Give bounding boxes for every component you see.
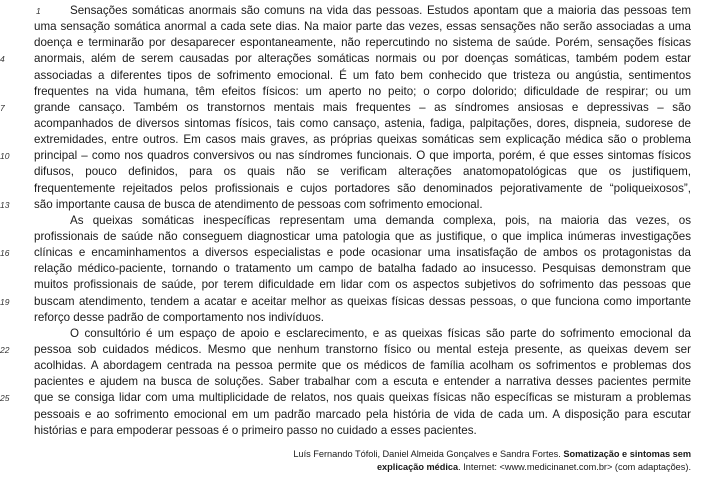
citation-source: . Internet: <www.medicinanet.com.br> (com adaptações). [458, 462, 691, 472]
text-line [0, 197, 691, 213]
document-text [0, 3, 701, 439]
line-text: As queixas somáticas inespecíficas representam uma demanda complexa, pois, na maioria das vezes, os [70, 213, 691, 227]
line-number: 19 [0, 296, 10, 307]
text-line [0, 35, 691, 51]
line-number: 4 [0, 54, 5, 65]
text-line [0, 164, 691, 180]
line-text: frequentes na vida humana, têm efeitos físicos: um aperto no peito; o corpo dolorido; dificuldade de respirar; ou um [34, 84, 691, 98]
text-line [0, 294, 691, 310]
citation-title: Somatização e sintomas sem [563, 449, 691, 459]
line-number: 7 [0, 102, 5, 113]
line-text: que se consiga lidar com uma multiplicidade de relatos, nos quais queixas físicas não específicas se misturam a problemas [34, 391, 691, 405]
citation [251, 448, 691, 474]
line-text: reforço desse padrão de comportamento nos indivíduos. [34, 310, 325, 324]
text-line [0, 407, 691, 423]
line-text: uma sensação somática anormal a cada sete dias. Na maior parte das vezes, essas sensações não serão associadas a uma [34, 20, 691, 34]
line-number: 10 [0, 151, 10, 162]
text-line [0, 19, 691, 35]
line-text: acompanhados de diversos sintomas físicos, tais como cansaço, astenia, fadiga, palpitações, dores, dispneia, sudorese de [34, 116, 691, 130]
text-line [0, 148, 691, 164]
line-text: muitos profissionais de saúde, por terem dificuldade em lidar com os aspectos subjetivos do sofrimento das pessoas que [34, 278, 691, 292]
text-line [0, 51, 691, 67]
line-text: pessoa sob cuidados médicos. Mesmo que nenhum transtorno físico ou mental esteja presente, as queixas devem ser [34, 342, 691, 356]
text-line [0, 342, 691, 358]
line-text: histórias e para empoderar pessoas é o primeiro passo no cuidado a esses pacientes. [34, 423, 477, 437]
line-text: pacientes e ajudem na busca de soluções. Saber trabalhar com a escuta e entender a narrativa desses pacientes permite [34, 375, 691, 389]
line-text: profissionais de saúde não conseguem diagnosticar uma patologia que as justifique, o que implica inúmeras investigações [34, 229, 691, 243]
line-number: 13 [0, 199, 10, 210]
text-line [0, 84, 691, 100]
text-line [0, 277, 691, 293]
line-text: buscam atendimento, tendem a acatar e aceitar melhor as queixas físicas dessas pessoas, o que funciona como importante [34, 294, 691, 308]
line-number: 22 [0, 344, 10, 355]
line-text: relação médico-paciente, tornando o tratamento um campo de batalha fadado ao insucesso. Pesquisas demonstram que [34, 262, 691, 276]
text-line [0, 310, 691, 326]
text-line [0, 390, 691, 406]
text-line [0, 358, 691, 374]
text-line [0, 326, 691, 342]
line-text: extremidades, entre outros. Em casos mais graves, as próprias queixas somáticas sem explicação médica são o problema [34, 133, 691, 147]
line-text: associadas a diferentes tipos de sofrimento emocional. É um fato bem conhecido que tristeza ou angústia, sentimentos [34, 68, 691, 82]
text-line [0, 261, 691, 277]
line-text: pessoais e ao sofrimento emocional em um padrão marcado pela história de vida de cada um. A disposição para escutar [34, 407, 691, 421]
line-text: acolhidas. A abordagem centrada na pessoa permite que os médicos de família acolham os sofrimentos e problemas dos [34, 359, 691, 373]
text-line [0, 100, 691, 116]
line-text: Sensações somáticas anormais são comuns na vida das pessoas. Estudos apontam que a maioria das pessoas tem [70, 4, 691, 17]
text-line [0, 116, 691, 132]
citation-title-cont: explicação médica [376, 462, 459, 472]
line-text: doença e terminarão por desaparecer espontaneamente, não repercutindo no sistema de saúde. Porém, sensações físicas [34, 36, 691, 50]
line-number: 1 [36, 6, 41, 16]
text-line [0, 132, 691, 148]
text-line [0, 423, 691, 439]
text-line [0, 181, 691, 197]
line-text: clínicas e encaminhamentos a diversos especialistas e pode ocasionar uma insatisfação de ambos os protagonistas da [34, 246, 691, 260]
line-text: difusos, pouco definidos, para os quais não se verificam alterações anatomopatológicas que os justifiquem, [34, 165, 691, 179]
line-text: são importante causa de busca de atendimento de pessoas com sofrimento emocional. [34, 197, 483, 211]
line-text: grande cansaço. Também os transtornos mentais mais frequentes – as síndromes ansiosas e depressivas – são [34, 100, 691, 114]
text-line [0, 229, 691, 245]
text-line [0, 3, 691, 19]
text-line [0, 245, 691, 261]
line-text: anormais, além de serem causadas por alterações somáticas normais ou por doenças somáticas, também podem estar [34, 52, 691, 66]
line-text: O consultório é um espaço de apoio e esclarecimento, e as queixas físicas são parte do sofrimento emocional da [70, 326, 691, 340]
citation-authors: Luís Fernando Tófoli, Daniel Almeida Gonçalves e Sandra Fortes. [293, 449, 564, 459]
line-text: principal – como nos quadros conversivos ou nas síndromes funcionais. O que importa, porém, é que esses sintomas físicos [34, 149, 691, 163]
citation-line-1 [251, 448, 691, 461]
line-text: frequentemente rejeitados pelos profissionais e cujos portadores são denominados pejorativamente de “poliqueixosos”, [34, 181, 691, 195]
line-number: 16 [0, 248, 10, 259]
text-line [0, 213, 691, 229]
text-line [0, 374, 691, 390]
line-number: 25 [0, 393, 10, 404]
citation-line-2 [251, 461, 691, 474]
text-line [0, 68, 691, 84]
